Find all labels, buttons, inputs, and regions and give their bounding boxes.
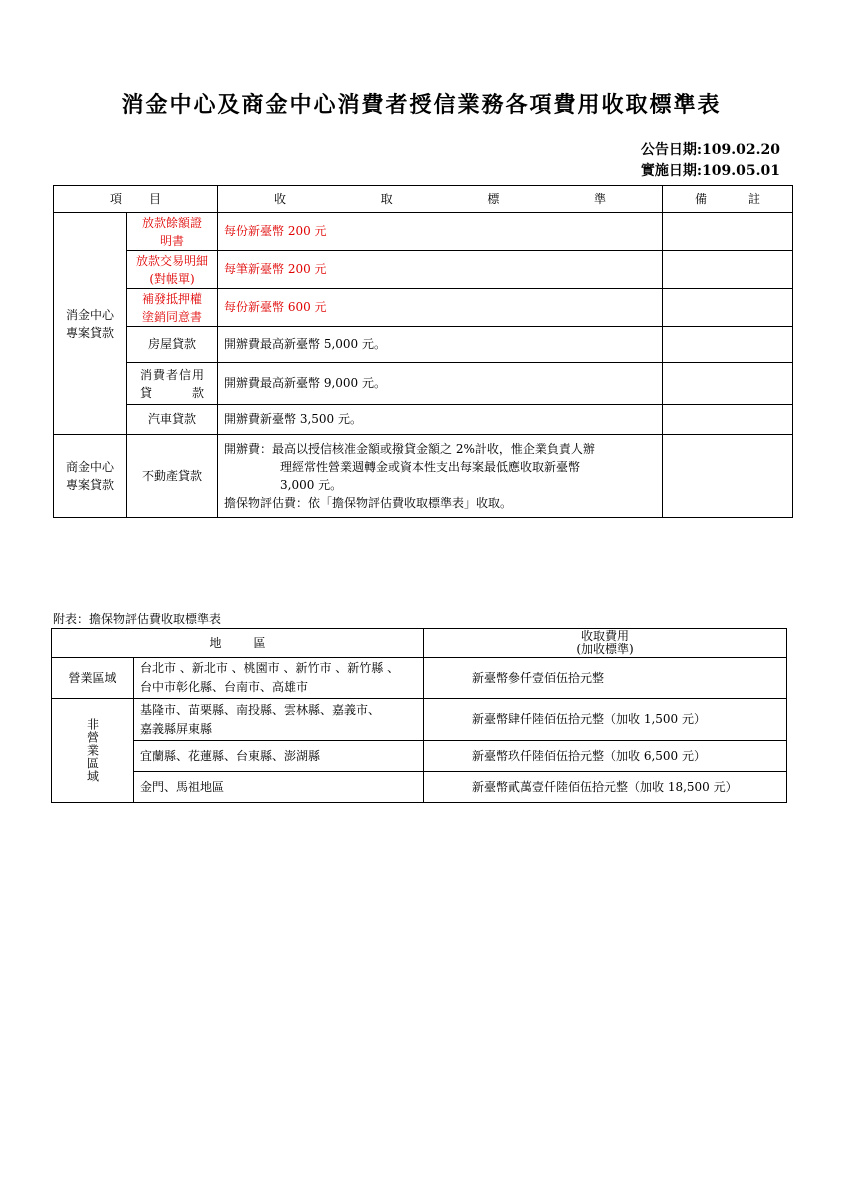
remark-cell xyxy=(663,327,793,363)
table-row xyxy=(52,772,787,803)
fee-table-header xyxy=(54,186,793,213)
standard-cell: 每份新臺幣 600 元 xyxy=(218,289,663,327)
standard-cell: 每份新臺幣 200 元 xyxy=(218,213,663,251)
area-cell: 基隆市、苗栗縣、南投縣、雲林縣、嘉義市、 嘉義縣屏東縣 xyxy=(134,699,424,741)
table-row xyxy=(54,213,793,251)
remark-cell xyxy=(663,289,793,327)
fee-cell: 新臺幣肆仟陸佰伍拾元整（加收 1,500 元） xyxy=(424,699,787,741)
header-area: 地 區 xyxy=(52,629,424,658)
table-row xyxy=(54,363,793,405)
table-row xyxy=(52,658,787,699)
table-row xyxy=(54,327,793,363)
remark-cell xyxy=(663,251,793,289)
area-cell: 台北市 、新北市 、桃園市 、新竹市 、新竹縣 、 台中市彰化縣、台南市、高雄市 xyxy=(134,658,424,699)
table-row xyxy=(54,405,793,435)
announce-date: 公告日期:109.02.20 xyxy=(640,142,780,158)
remark-cell xyxy=(663,363,793,405)
table-row xyxy=(54,251,793,289)
date-block xyxy=(641,140,780,182)
fee-cell: 新臺幣玖仟陸佰伍拾元整（加收 6,500 元） xyxy=(424,741,787,772)
standard-cell: 開辦費最高新臺幣 5,000 元。 xyxy=(218,327,663,363)
group-label-consumer: 消金中心專案貸款 xyxy=(54,213,127,435)
group-label-commercial: 商金中心專案貸款 xyxy=(54,435,127,518)
remark-cell xyxy=(663,435,793,518)
region-label-business: 營業區域 xyxy=(52,658,134,699)
appendix-header xyxy=(52,629,787,658)
item-cell: 補發抵押權塗銷同意書 xyxy=(127,289,218,327)
appendix-caption: 附表：擔保物評估費收取標準表 xyxy=(53,612,222,626)
appraisal-fee-table xyxy=(51,628,787,803)
region-label-non-business: 非營業區域 xyxy=(52,699,134,803)
standard-cell: 開辦費：最高以授信核准金額或撥貸金額之 2%計收，惟企業負責人辦 理經常性營業週轉金或資本性支出每案最低應收取新臺幣 3,000 元。 擔保物評估費：依「擔保物評估費收取標準表」收取。 xyxy=(218,435,663,518)
area-cell: 宜蘭縣、花蓮縣、台東縣、澎湖縣 xyxy=(134,741,424,772)
effective-date: 實施日期:109.05.01 xyxy=(640,163,780,179)
page-title: 消金中心及商金中心消費者授信業務各項費用收取標準表 xyxy=(121,92,722,118)
standard-cell: 開辦費最高新臺幣 9,000 元。 xyxy=(218,363,663,405)
header-item: 項 目 xyxy=(54,186,218,213)
table-row xyxy=(54,435,793,518)
remark-cell xyxy=(663,405,793,435)
header-fee: 收取費用 (加收標準) xyxy=(424,629,787,658)
standard-cell: 開辦費新臺幣 3,500 元。 xyxy=(218,405,663,435)
remark-cell xyxy=(663,213,793,251)
table-row xyxy=(54,289,793,327)
area-cell: 金門、馬祖地區 xyxy=(134,772,424,803)
header-remark: 備 註 xyxy=(663,186,793,213)
item-cell: 放款餘額證明書 xyxy=(127,213,218,251)
item-cell: 消費者信用貸款 xyxy=(127,363,218,405)
fee-cell: 新臺幣貳萬壹仟陸佰伍拾元整（加收 18,500 元） xyxy=(424,772,787,803)
item-cell: 房屋貸款 xyxy=(127,327,218,363)
header-standard: 收 取 標 準 xyxy=(218,186,663,213)
table-row xyxy=(52,699,787,741)
table-row xyxy=(52,741,787,772)
fee-table xyxy=(53,185,793,518)
item-cell: 不動產貸款 xyxy=(127,435,218,518)
fee-cell: 新臺幣參仟壹佰伍拾元整 xyxy=(424,658,787,699)
standard-cell: 每筆新臺幣 200 元 xyxy=(218,251,663,289)
item-cell: 放款交易明細(對帳單) xyxy=(127,251,218,289)
item-cell: 汽車貸款 xyxy=(127,405,218,435)
